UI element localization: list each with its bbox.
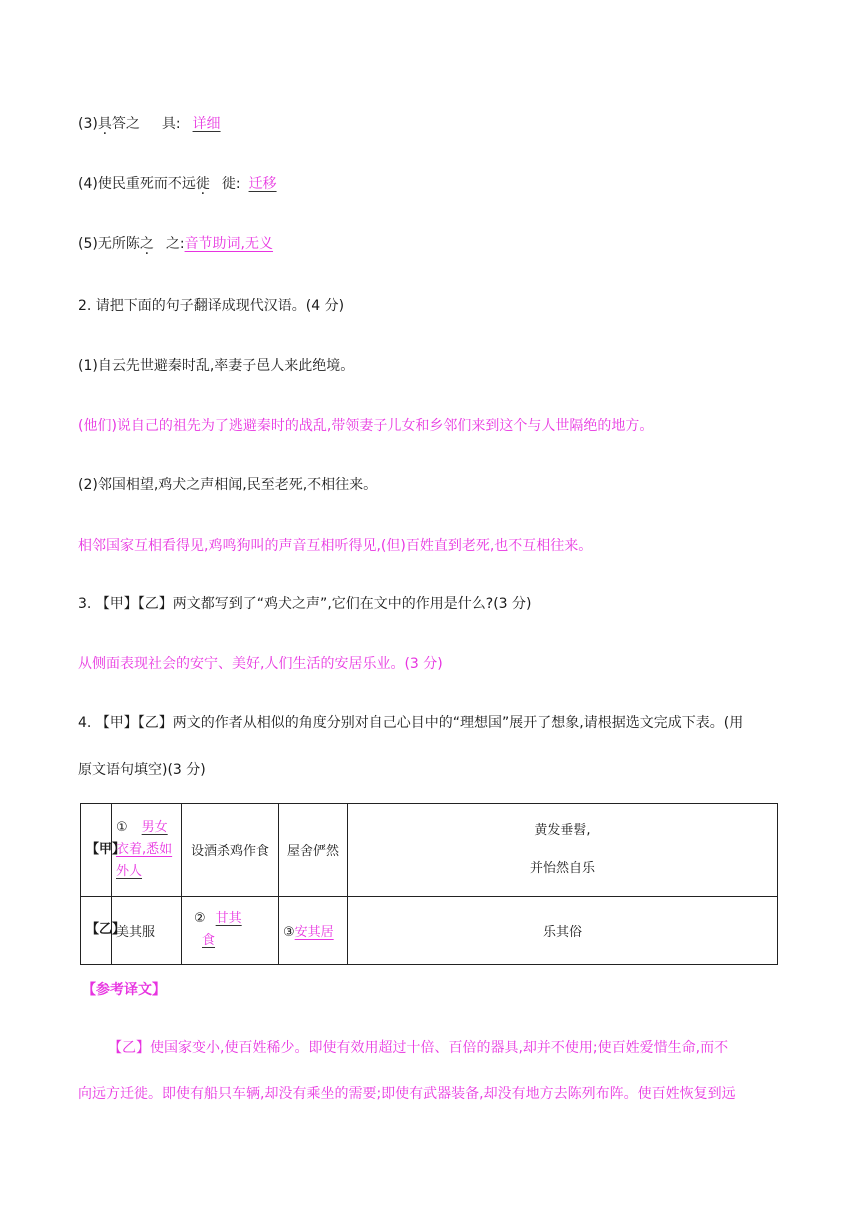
answer-text: 食 (202, 933, 216, 949)
item-text: (5)无所陈 (78, 236, 140, 252)
reference-paragraph-line2: 向远方迁徙。即使有船只车辆,却没有乘坐的需要;即使有武器装备,却没有地方去陈列布阵。使百姓恢复到远 (78, 1086, 736, 1102)
cell-line (116, 817, 181, 839)
cell-line: 黄发垂髫, (534, 822, 591, 838)
answer-underline (241, 176, 307, 192)
cell-yi-food (182, 896, 279, 964)
answer-text: 迁移 (248, 176, 277, 192)
label-text: 【甲】 (86, 841, 126, 857)
cell-line: 并怡然自乐 (529, 860, 595, 876)
circle-number: ③ (283, 924, 295, 940)
table-row-jia (81, 804, 778, 897)
row-label-jia (81, 804, 126, 897)
q1-item3 (78, 114, 237, 134)
answer-underline (181, 116, 237, 132)
cell-line (194, 908, 278, 930)
cell-yi-custom: 乐其俗 (348, 896, 778, 964)
circle-number: ① (116, 819, 128, 835)
q2-sentence-1: (1)自云先世避秦时乱,率妻子邑人来此绝境。 (78, 358, 355, 374)
cell-jia-dwelling: 屋舍俨然 (279, 804, 348, 897)
cell-yi-dwelling (279, 896, 348, 964)
cell-yi-clothing: 美其服 (112, 896, 182, 964)
gloss-word: 具: (161, 116, 181, 132)
answer-text: 外人 (116, 863, 143, 879)
answer-underline (206, 911, 242, 926)
answer-underline (128, 820, 168, 835)
table-row-yi (81, 896, 778, 964)
item-number: (3) (78, 116, 98, 132)
q2-sentence-2: (2)邻国相望,鸡犬之声相闻,民至老死,不相往来。 (78, 477, 378, 493)
answer-text: 甘其 (215, 911, 242, 927)
cell-line (194, 930, 278, 952)
cell-line (116, 861, 181, 883)
cell-jia-custom (348, 804, 778, 897)
answer-text: 详细 (192, 116, 221, 132)
answer-text: 音节助词,无义 (184, 236, 274, 252)
cell-jia-clothing (112, 804, 182, 897)
q1-item5 (78, 234, 273, 254)
item-text: (4)使民重死而不远 (78, 176, 196, 192)
q2-answer-2: 相邻国家互相看得见,鸡鸣狗叫的声音互相听得见,(但)百姓直到老死,也不互相往来。 (78, 538, 593, 554)
q3-question: 3. 【甲】【乙】两文都写到了“鸡犬之声”,它们在文中的作用是什么?(3 分) (78, 596, 532, 612)
reference-heading: 【参考译文】 (82, 982, 166, 998)
answer-underline (116, 864, 168, 879)
dotted-char: 具 (97, 116, 112, 132)
answer-underline (202, 933, 239, 948)
q4-question-line2: 原文语句填空)(3 分) (78, 762, 206, 778)
q4-question-line1: 4. 【甲】【乙】两文的作者从相似的角度分别对自己心目中的“理想国”展开了想象,请根据选文完成下表。(用 (78, 715, 744, 731)
gloss-word: 徙: (221, 176, 241, 192)
item-text: 答之 (111, 116, 140, 132)
dotted-char: 之 (139, 236, 154, 252)
answer-text: 安其居 (294, 924, 334, 940)
row-label-yi (81, 896, 126, 964)
label-text: 【乙】 (86, 922, 126, 938)
answer-table (80, 803, 778, 965)
gloss-word: 之: (165, 236, 185, 252)
dotted-char: 徙 (195, 176, 210, 192)
q2-answer-1: (他们)说自己的祖先为了逃避秦时的战乱,带领妻子儿女和乡邻们来到这个与人世隔绝的地方。 (78, 418, 654, 434)
answer-text: 男女 (141, 819, 168, 835)
q3-answer: 从侧面表现社会的安宁、美好,人们生活的安居乐业。(3 分) (78, 656, 443, 672)
q1-item4 (78, 174, 307, 194)
reference-paragraph-line1: 【乙】使国家变小,使百姓稀少。即使有效用超过十倍、百倍的器具,却并不使用;使百姓爱惜生命,而不 (108, 1040, 729, 1056)
spacer (348, 842, 777, 858)
cell-jia-food: 设酒杀鸡作食 (182, 804, 279, 897)
q2-question: 2. 请把下面的句子翻译成现代汉语。(4 分) (78, 298, 345, 314)
answer-text: 衣着,悉如 (116, 841, 173, 857)
circle-number: ② (194, 911, 206, 927)
